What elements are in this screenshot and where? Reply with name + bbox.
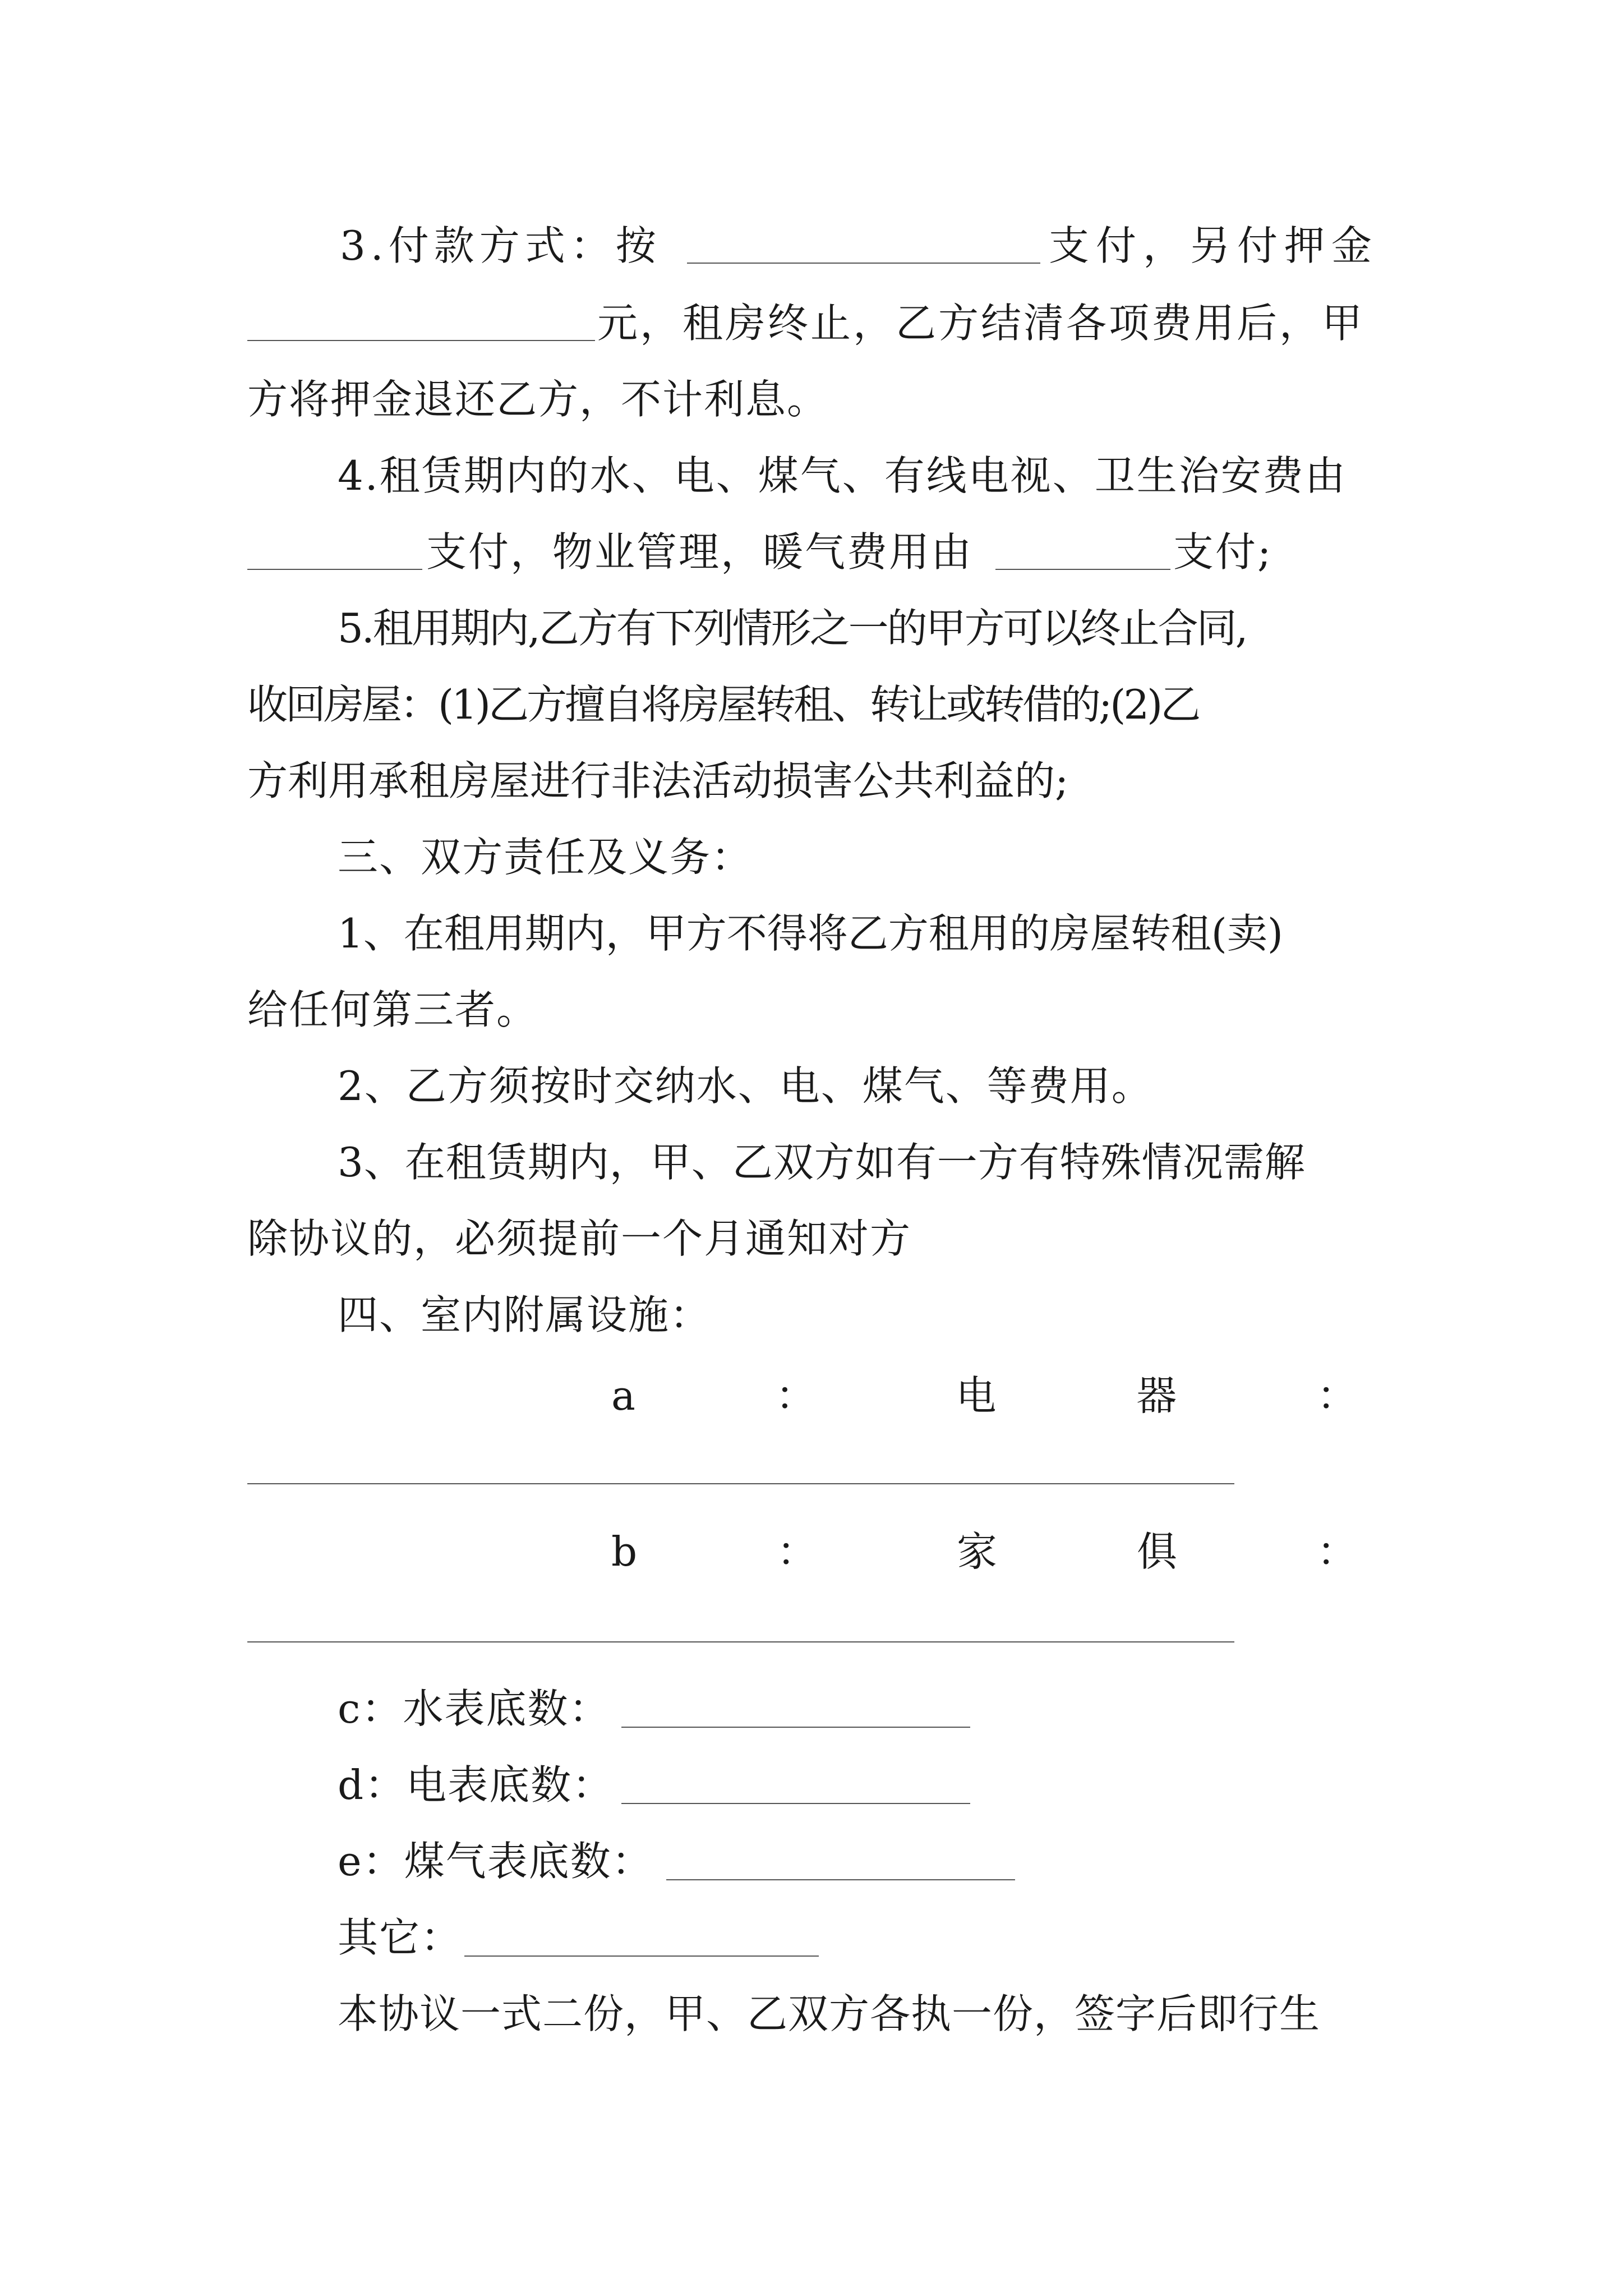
- deposit-return-text: 方将押金退还乙方，不计利息。: [247, 376, 829, 423]
- appliances-char-2: 器: [1136, 1372, 1177, 1419]
- appliances-blank: [247, 1483, 1234, 1484]
- water-meter-blank: [621, 1727, 970, 1728]
- section-heading-responsibilities: 三、双方责任及义务：: [338, 834, 753, 881]
- furniture-char-1: 家: [957, 1528, 998, 1575]
- section-heading-facilities: 四、室内附属设施：: [338, 1291, 712, 1338]
- appliances-colon-1: ：: [775, 1372, 816, 1419]
- furniture-colon-2: ：: [1316, 1528, 1357, 1575]
- copies-clause: 本协议一式二份，甲、乙双方各执一份，签字后即行生: [338, 1990, 1321, 2037]
- appliances-line: [611, 1369, 1357, 1423]
- other-label: 其它：: [338, 1914, 463, 1961]
- appliances-letter: a: [611, 1372, 635, 1419]
- early-termination-clause: 3、在租赁期内，甲、乙双方如有一方有特殊情况需解: [338, 1139, 1306, 1186]
- utilities-clause: 4.租赁期内的水、电、煤气、有线电视、卫生治安费由: [338, 452, 1347, 499]
- early-termination-clause-cont: 除协议的，必须提前一个月通知对方: [247, 1215, 912, 1262]
- furniture-line: [611, 1525, 1357, 1579]
- no-sublet-clause: 1、在租用期内，甲方不得将乙方租用的房屋转租(卖): [338, 910, 1283, 957]
- deposit-amount-blank: [247, 340, 595, 341]
- termination-clause: 5.租用期内,乙方有下列情形之一的甲方可以终止合同,: [338, 605, 1247, 652]
- furniture-colon-1: ：: [777, 1528, 818, 1575]
- gas-meter-label: e：煤气表底数：: [338, 1838, 653, 1885]
- furniture-letter: b: [611, 1528, 638, 1575]
- gas-meter-blank: [666, 1879, 1015, 1880]
- payment-method-blank: [687, 263, 1040, 264]
- furniture-char-2: 俱: [1136, 1528, 1177, 1575]
- termination-clause-cont-2: 方利用承租房屋进行非法活动损害公共利益的;: [247, 757, 1069, 804]
- payment-method-label: 3.付款方式：按: [340, 222, 661, 269]
- heating-pay-text: 支付;: [1173, 528, 1273, 576]
- utilities-payer-blank: [247, 569, 422, 570]
- payment-method-deposit-text: 支付，另付押金: [1049, 222, 1379, 269]
- no-sublet-clause-cont: 给任何第三者。: [247, 986, 538, 1033]
- property-fee-text: 支付，物业管理，暖气费用由: [426, 528, 974, 576]
- electric-meter-label: d：电表底数：: [338, 1761, 614, 1809]
- appliances-char-1: 电: [956, 1372, 997, 1419]
- termination-clause-cont-1: 收回房屋：(1)乙方擅自将房屋转租、转让或转借的;(2)乙: [247, 681, 1199, 728]
- deposit-text: 元，租房终止，乙方结清各项费用后，甲: [597, 300, 1365, 347]
- appliances-colon-2: ：: [1316, 1372, 1357, 1419]
- heating-payer-blank: [995, 569, 1170, 570]
- water-meter-label: c：水表底数：: [338, 1685, 611, 1732]
- furniture-blank: [247, 1641, 1234, 1642]
- electric-meter-blank: [621, 1803, 970, 1804]
- other-blank: [464, 1955, 819, 1957]
- pay-fees-clause: 2、乙方须按时交纳水、电、煤气、等费用。: [338, 1062, 1153, 1110]
